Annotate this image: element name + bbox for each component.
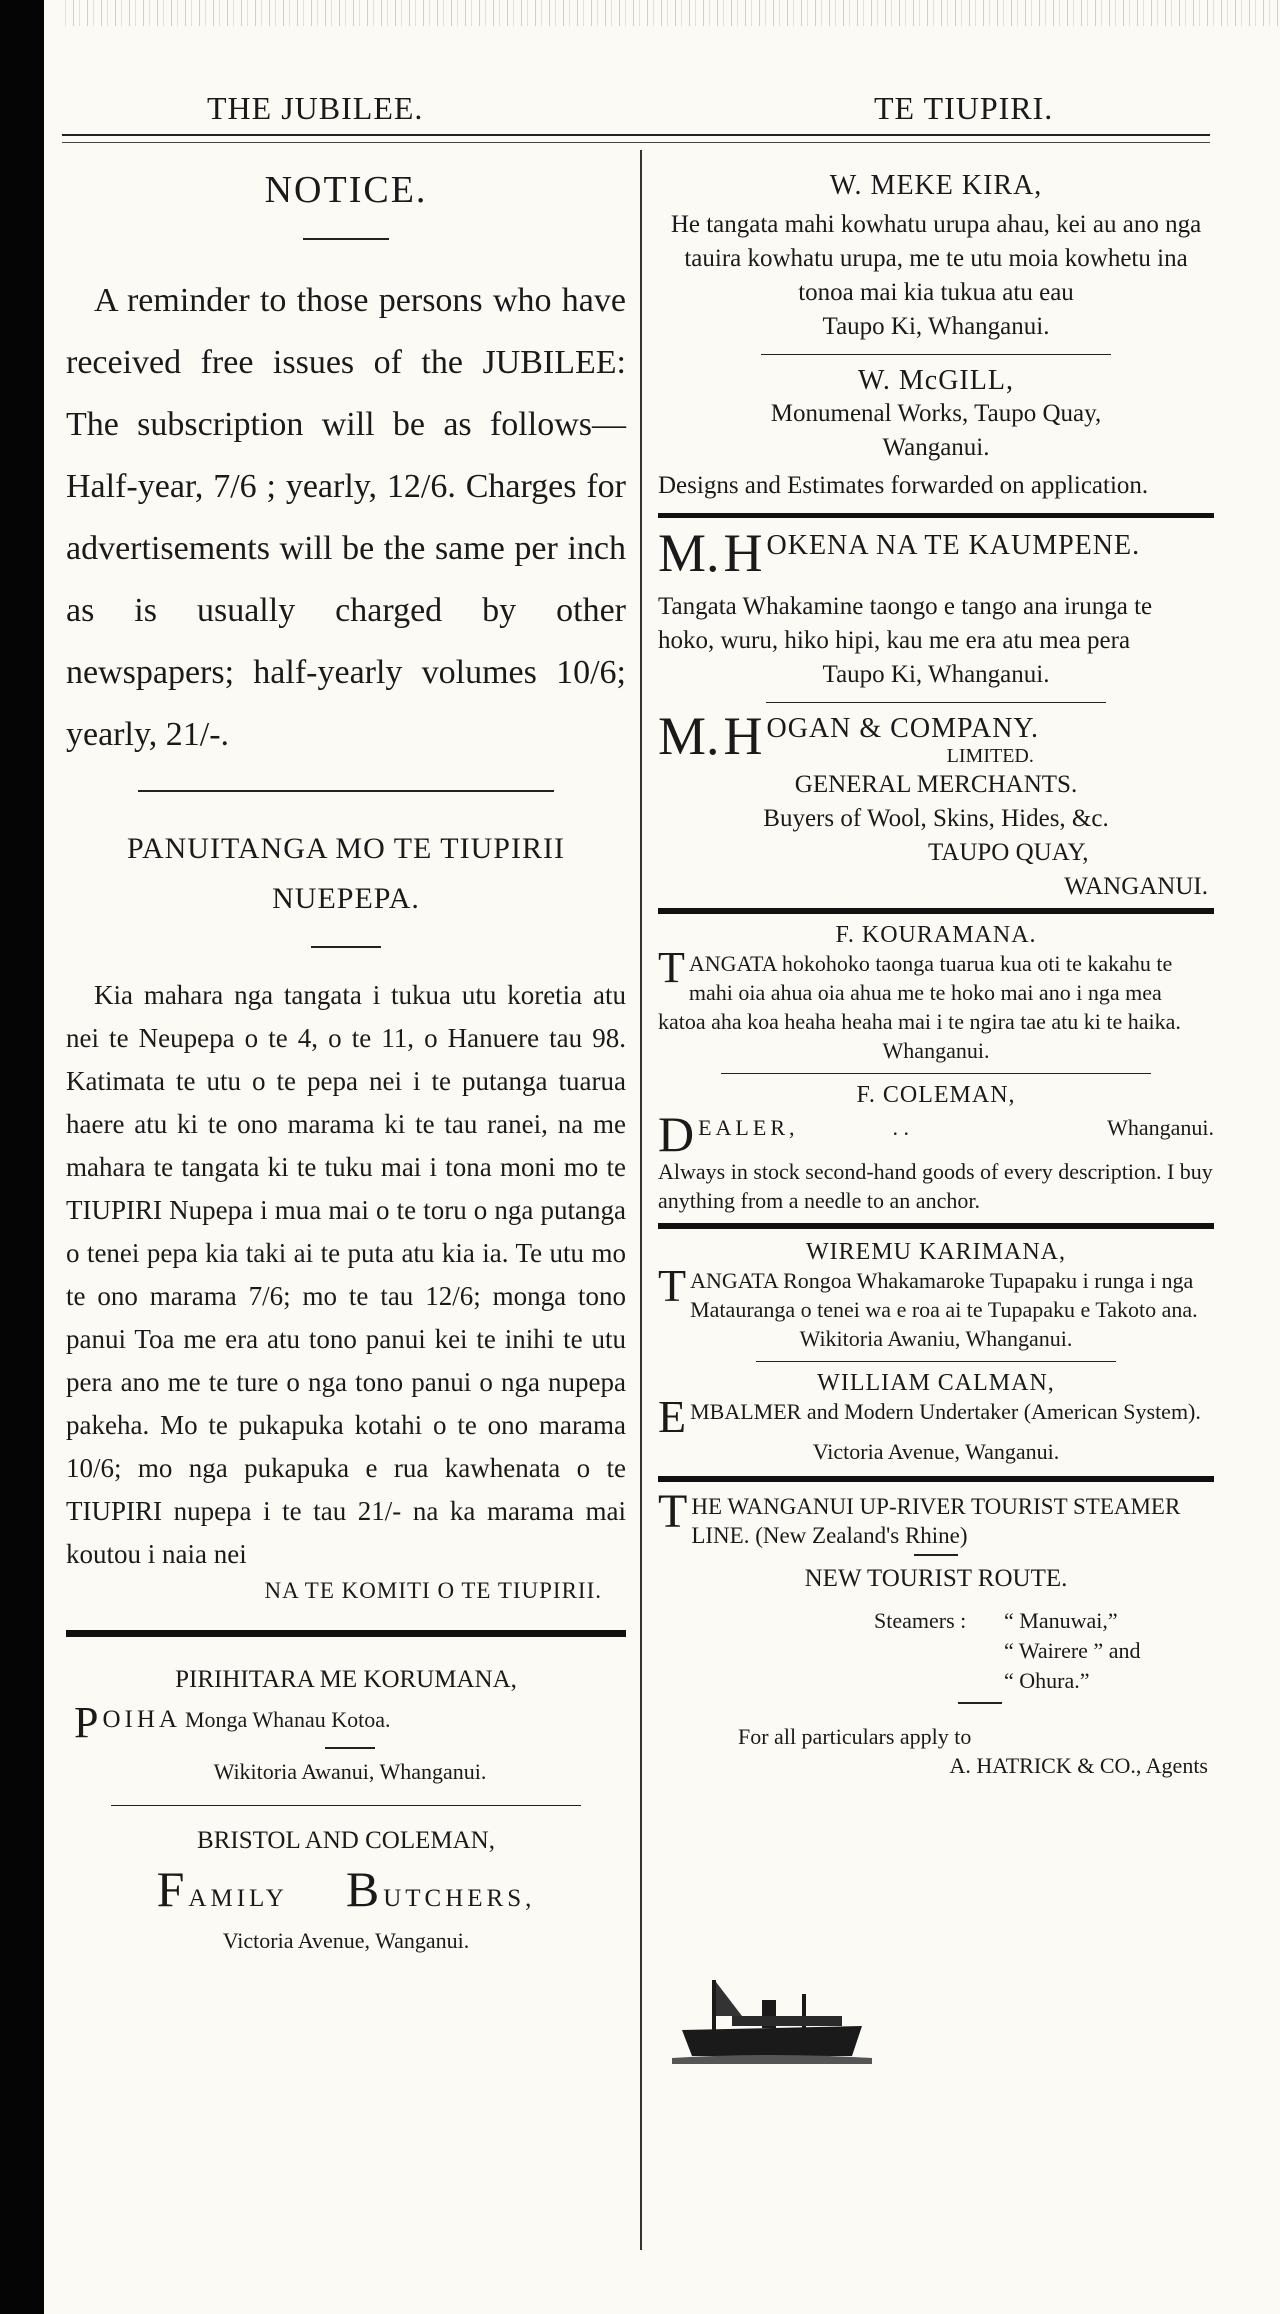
hogan-addr1: TAUPO QUAY, <box>928 839 1089 866</box>
divider <box>303 238 389 240</box>
mcgill-line1: Monumenal Works, Taupo Quay, <box>770 400 1102 427</box>
panuitanga-title-line1: PANUITANGA MO TE TIUPIRII <box>127 832 565 865</box>
bristol-address: Victoria Avenue, Wanganui. <box>222 1928 470 1953</box>
hokena-ad <box>658 523 1214 692</box>
kouramana-ad <box>658 943 1214 1065</box>
column-divider <box>640 150 642 2250</box>
section-rule <box>66 1630 626 1637</box>
ship-wairere: “ Wairere ” and <box>1004 1638 1141 1663</box>
hokena-address: Taupo Ki, Whanganui. <box>822 661 1050 688</box>
panuitanga-title-line2: NUEPEPA. <box>272 882 420 915</box>
pirihitara-ad <box>66 1698 626 1787</box>
divider <box>311 946 381 948</box>
divider <box>325 1747 375 1749</box>
drop-cap: M. <box>658 706 720 766</box>
drop-cap: P <box>74 1698 99 1747</box>
header-left-title: THE JUBILEE. <box>207 90 424 126</box>
drop-cap: T <box>658 943 685 992</box>
page-header <box>62 90 1210 140</box>
calman-ad <box>658 1391 1214 1466</box>
right-column <box>658 160 1214 1780</box>
header-rule-thin <box>62 142 1210 143</box>
ship-ohura: “ Ohura.” <box>1004 1668 1090 1693</box>
panuitanga-signature: NA TE KOMITI O TE TIUPIRII. <box>264 1578 602 1603</box>
drop-cap: E <box>658 1391 687 1442</box>
steamer-body: HE WANGANUI UP-RIVER TOURIST STEAMER LINE. (New Zealand's Rhine) <box>691 1494 1181 1548</box>
calman-address: Victoria Avenue, Wanganui. <box>812 1439 1060 1464</box>
pirihitara-address: Wikitoria Awanui, Whanganui. <box>213 1759 487 1784</box>
coleman-dots: . . <box>892 1115 909 1140</box>
karimana-ad <box>658 1260 1214 1353</box>
pirihitara-text: Monga Whanau Kotoa. <box>184 1707 391 1732</box>
pirihitara-lead: OIHA <box>102 1706 181 1733</box>
drop-cap: H <box>723 706 763 766</box>
karimana-address: Wikitoria Awaniu, Whanganui. <box>799 1326 1073 1351</box>
notice-title: NOTICE. <box>264 169 428 211</box>
notice-body: A reminder to those persons who have received free issues of the JUBILEE: The subscription will be as follows—Half-year, 7/6 ; yearly, 12/6. Charges for advertisements will be the same per inch as is usually charged by other newspapers; half-yearly volumes 10/6; yearly, 21/-. <box>66 282 626 753</box>
steamer-illustration <box>672 1960 872 2070</box>
mcgill-title: W. McGILL, <box>858 365 1014 396</box>
coleman-ad <box>658 1106 1214 1215</box>
steamer-list <box>658 1602 1214 1722</box>
coleman-lead: EALER, <box>698 1115 799 1140</box>
kouramana-body: ANGATA hokohoko taonga tuarua kua oti te kakahu te mahi oia ahua oia ahua me te hoko mai ano i nga mea katoa aha koa heaha heaha mai i te ngira tae atu ki te haika. <box>658 951 1181 1034</box>
divider <box>958 1702 1002 1704</box>
hogan-buyers: Buyers of Wool, Skins, Hides, &c. <box>763 805 1109 832</box>
hogan-ad <box>658 706 1214 904</box>
pirihitara-title: PIRIHITARA ME KORUMANA, <box>175 1666 517 1693</box>
drop-cap: M. <box>658 523 720 583</box>
hogan-merchants: GENERAL MERCHANTS. <box>794 771 1078 798</box>
mcgill-line2: Wanganui. <box>882 434 990 461</box>
hokena-title: OKENA NA TE KAUMPENE. <box>766 530 1141 561</box>
meke-kira-body: He tangata mahi kowhatu urupa ahau, kei au ano nga tauira kowhatu urupa, me te utu moia kowhetu ina tonoa mai kia tukua atu eau <box>670 211 1202 306</box>
steamer-ad <box>658 1485 1214 1780</box>
steamer-particulars: For all particulars apply to <box>738 1724 972 1749</box>
steamer-route: NEW TOURIST ROUTE. <box>804 1565 1068 1592</box>
left-column <box>66 160 626 1956</box>
coleman-title: F. COLEMAN, <box>856 1082 1016 1108</box>
hokena-body: Tangata Whakamine taongo e tango ana irunga te hoko, wuru, hiko hipi, kau me era atu mea pera <box>658 593 1153 654</box>
karimana-title: WIREMU KARIMANA, <box>806 1239 1066 1265</box>
divider <box>766 702 1106 703</box>
drop-cap: T <box>658 1260 687 1311</box>
drop-cap: H <box>723 523 763 583</box>
kouramana-title: F. KOURAMANA. <box>835 922 1037 948</box>
bristol-title: BRISTOL AND COLEMAN, <box>197 1827 495 1854</box>
hogan-title: OGAN & COMPANY. <box>766 713 1040 744</box>
section-rule <box>658 908 1214 914</box>
divider <box>761 354 1111 355</box>
drop-cap: B <box>345 1861 380 1917</box>
panuitanga-body: Kia mahara nga tangata i tukua utu koretia atu nei te Neupepa o te 4, o te 11, o Hanuere tau 98. Katimata te utu o te pepa nei i te putanga tuarua haere atu ki te ono marama ki te tau ranei, na me mahara te tangata ki te tuku mai i tona moni mo te TIUPIRI Nupepa i mua mai o te toru o nga putanga o tenei pepa kia taki ai te puta atu kia ia. Te utu mo te ono marama 7/6; mo te tau 12/6; monga tono panui Toa me era atu tono panui kei te inihi te utu pera ano me te ture o nga tono panui o nga nupepa pakeha. Mo te pukapuka kotahi o te ono marama 10/6; mo nga pukapuka e rua kawhenata o te TIUPIRI nupepa i te tau 21/- na ka marama mai koutou i naia nei <box>66 980 626 1569</box>
calman-body: MBALMER and Modern Undertaker (American System). <box>690 1399 1201 1424</box>
scan-noise <box>60 0 1280 26</box>
hogan-addr2: WANGANUI. <box>1064 873 1208 900</box>
header-rule <box>62 134 1210 136</box>
divider <box>138 790 554 792</box>
section-rule <box>658 513 1214 518</box>
karimana-body: ANGATA Rongoa Whakamaroke Tupapaku i runga i nga Matauranga o tenei wa e roa ai te Tupapaku e Takoto ana. <box>690 1268 1198 1322</box>
divider <box>721 1073 1151 1074</box>
binding-edge <box>0 0 44 2314</box>
meke-kira-title: W. MEKE KIRA, <box>829 170 1043 201</box>
steamer-agents: A. HATRICK & CO., Agents <box>949 1753 1208 1778</box>
section-rule <box>658 1476 1214 1482</box>
calman-title: WILLIAM CALMAN, <box>817 1370 1055 1396</box>
divider <box>914 1554 958 1556</box>
meke-kira-address: Taupo Ki, Whanganui. <box>822 313 1050 340</box>
coleman-place: Whanganui. <box>1107 1115 1214 1140</box>
divider <box>756 1361 1116 1362</box>
coleman-body: Always in stock second-hand goods of every description. I buy anything from a needle to an anchor. <box>658 1159 1213 1213</box>
ship-manuwai: “ Manuwai,” <box>1004 1608 1118 1633</box>
hogan-limited: LIMITED. <box>946 745 1034 767</box>
bristol-word2: UTCHERS, <box>383 1885 536 1912</box>
bristol-word1: AMILY <box>188 1885 288 1912</box>
steamers-label: Steamers : <box>874 1608 967 1633</box>
mcgill-body: Designs and Estimates forwarded on application. <box>658 472 1149 499</box>
drop-cap: T <box>658 1485 688 1538</box>
kouramana-address: Whanganui. <box>882 1038 990 1063</box>
header-right-title: TE TIUPIRI. <box>874 90 1054 126</box>
divider <box>111 1805 581 1806</box>
bristol-ad <box>66 1861 626 1917</box>
drop-cap: D <box>658 1106 695 1162</box>
drop-cap: F <box>156 1861 185 1917</box>
section-rule <box>658 1223 1214 1229</box>
